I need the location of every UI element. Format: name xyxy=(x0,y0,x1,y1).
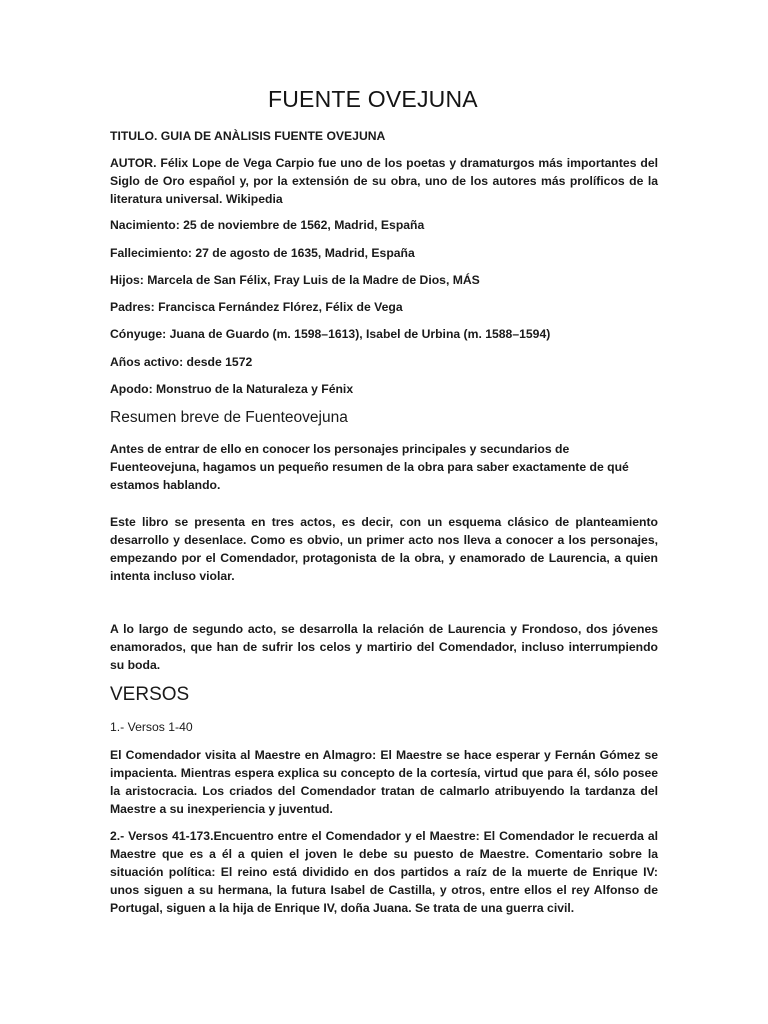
fact-hijos: Hijos: Marcela de San Félix, Fray Luis de la Madre de Dios, MÁS xyxy=(110,273,480,287)
fact-nacimiento: Nacimiento: 25 de noviembre de 1562, Madrid, España xyxy=(110,218,425,232)
fact-conyuge: Cónyuge: Juana de Guardo (m. 1598–1613), Isabel de Urbina (m. 1588–1594) xyxy=(110,327,551,341)
versos-heading: VERSOS xyxy=(110,684,190,705)
fact-padres: Padres: Francisca Fernández Flórez, Félix de Vega xyxy=(110,300,403,314)
resumen-paragraph-2: Este libro se presenta en tres actos, es decir, con un esquema clásico de planteamiento desarrollo y desenlace. Como es obvio, un primer acto nos lleva a conocer a los personajes, empezando por el Comendador, protagonista de la obra, y enamorado de Laurencia, a quien intenta incluso violar. xyxy=(110,515,658,583)
fact-anos-activo: Años activo: desde 1572 xyxy=(110,355,253,369)
titulo-line: TITULO. GUIA DE ANÀLISIS FUENTE OVEJUNA xyxy=(110,129,386,143)
fact-fallecimiento: Fallecimiento: 27 de agosto de 1635, Madrid, España xyxy=(110,246,415,260)
versos-1-label: 1.- Versos 1-40 xyxy=(110,720,193,734)
resumen-paragraph-3: A lo largo de segundo acto, se desarrolla la relación de Laurencia y Frondoso, dos jóvenes enamorados, que han de sufrir los celos y martirio del Comendador, incluso interrumpiendo su boda. xyxy=(110,622,658,672)
document-title: FUENTE OVEJUNA xyxy=(268,86,478,112)
versos-2-paragraph: 2.- Versos 41-173.Encuentro entre el Comendador y el Maestre: El Comendador le recuerda al Maestre que es a él a quien el joven le debe su puesto de Maestre. Comentario sobre la situación política: El reino está dividido en dos partidos a raíz de la muerte de Enrique IV: unos siguen a su hermana, la futura Isabel de Castilla, y otros, entre ellos el rey Alfonso de Portugal, siguen a la hija de Enrique IV, doña Juana. Se trata de una guerra civil. xyxy=(110,829,658,915)
fact-apodo: Apodo: Monstruo de la Naturaleza y Fénix xyxy=(110,382,354,396)
resumen-heading: Resumen breve de Fuenteovejuna xyxy=(110,409,348,426)
versos-1-paragraph: El Comendador visita al Maestre en Almagro: El Maestre se hace esperar y Fernán Gómez se impacienta. Mientras espera explica su concepto de la cortesía, virtud que para él, sólo posee la aristocracia. Los criados del Comendador tratan de calmarlo atribuyendo la tardanza del Maestre a su inexperiencia y juventud. xyxy=(110,748,658,816)
resumen-paragraph-1: Antes de entrar de ello en conocer los personajes principales y secundarios de Fuenteovejuna, hagamos un pequeño resumen de la obra para saber exactamente de qué estamos hablando. xyxy=(110,442,629,492)
autor-paragraph: AUTOR. Félix Lope de Vega Carpio fue uno de los poetas y dramaturgos más importantes del Siglo de Oro español y, por la extensión de su obra, uno de los autores más prolíficos de la literatura universal. Wikipedia xyxy=(110,156,658,206)
